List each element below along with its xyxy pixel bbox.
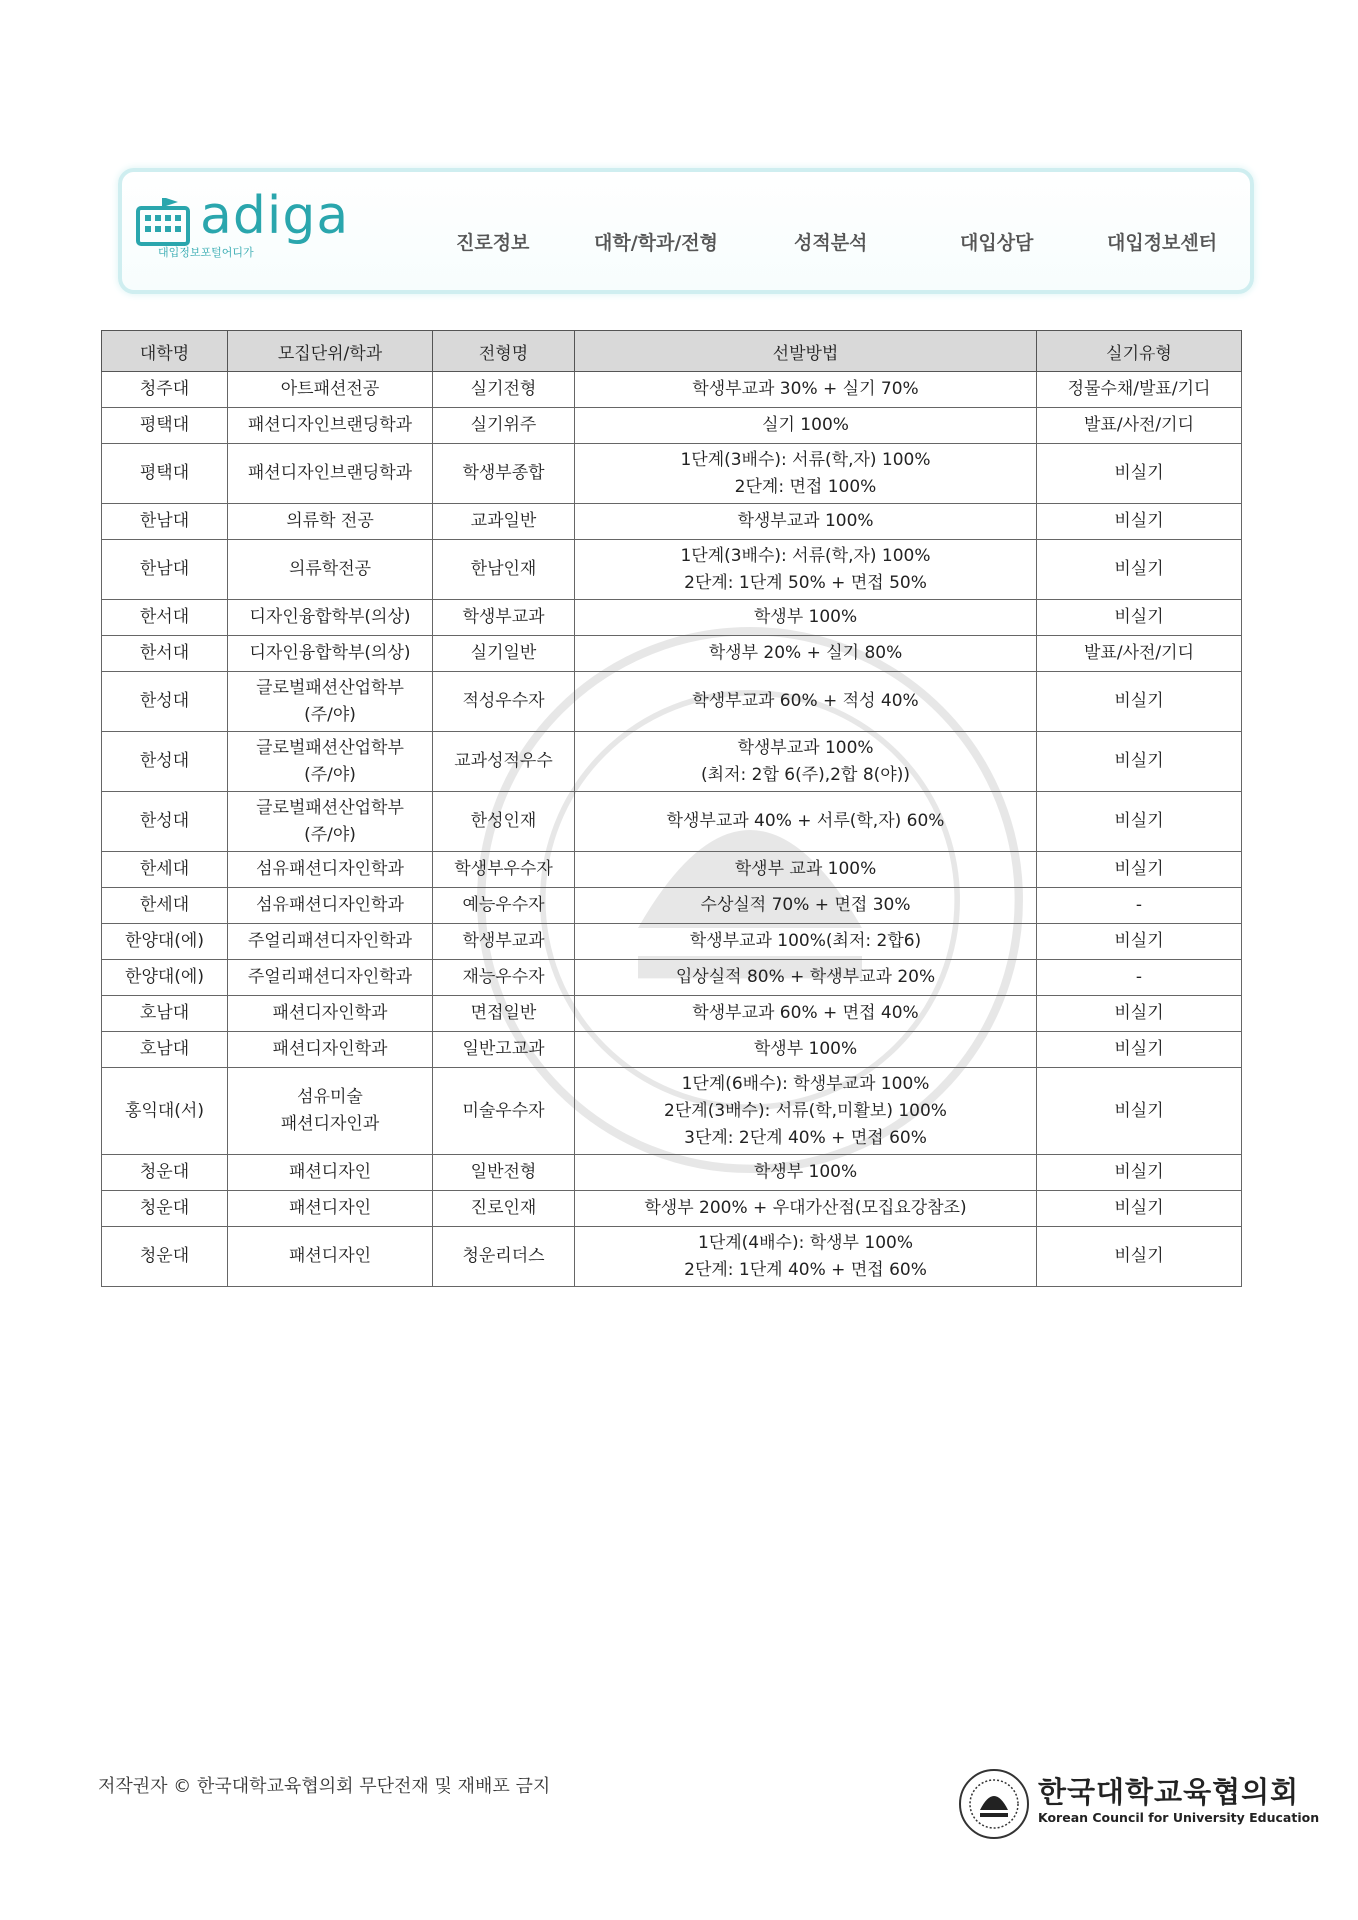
- cell-selection-method: 학생부교과 60% + 면접 40%: [575, 996, 1037, 1032]
- cell-selection-method: 학생부교과 100%: [575, 504, 1037, 540]
- cell-admission-type: 재능우수자: [433, 960, 575, 996]
- cell-selection-method: 1단계(3배수): 서류(학,자) 100% 2단계: 1단계 50% + 면접 50%: [575, 540, 1037, 600]
- cell-admission-type: 실기전형: [433, 372, 575, 408]
- nav-admission-counsel[interactable]: 대입상담: [960, 232, 1034, 254]
- cell-practical-type: 비실기: [1037, 1227, 1242, 1287]
- table-row: [102, 732, 1242, 792]
- cell-department: 패션디자인: [228, 1191, 433, 1227]
- cell-department: 아트패션전공: [228, 372, 433, 408]
- cell-practical-type: 정물수채/발표/기디: [1037, 372, 1242, 408]
- cell-department: 주얼리패션디자인학과: [228, 960, 433, 996]
- cell-selection-method: 학생부교과 100%(최저: 2합6): [575, 924, 1037, 960]
- table-header-row: [102, 331, 1242, 372]
- cell-practical-type: 발표/사전/기디: [1037, 408, 1242, 444]
- cell-university: 한성대: [102, 792, 228, 852]
- cell-department: 섬유패션디자인학과: [228, 888, 433, 924]
- table-row: [102, 852, 1242, 888]
- cell-selection-method: 학생부교과 100% (최저: 2합 6(주),2합 8(야)): [575, 732, 1037, 792]
- cell-selection-method: 학생부교과 60% + 적성 40%: [575, 672, 1037, 732]
- cell-university: 한남대: [102, 540, 228, 600]
- table-row: [102, 792, 1242, 852]
- cell-university: 평택대: [102, 444, 228, 504]
- cell-selection-method: 학생부 100%: [575, 1032, 1037, 1068]
- cell-university: 한서대: [102, 600, 228, 636]
- cell-admission-type: 교과성적우수: [433, 732, 575, 792]
- cell-selection-method: 실기 100%: [575, 408, 1037, 444]
- cell-practical-type: 비실기: [1037, 1155, 1242, 1191]
- cell-admission-type: 학생부종합: [433, 444, 575, 504]
- table-row: [102, 672, 1242, 732]
- cell-selection-method: 수상실적 70% + 면접 30%: [575, 888, 1037, 924]
- cell-department: 패션디자인학과: [228, 996, 433, 1032]
- cell-practical-type: 비실기: [1037, 540, 1242, 600]
- table-row: [102, 924, 1242, 960]
- table-row: [102, 960, 1242, 996]
- cell-department: 패션디자인브랜딩학과: [228, 444, 433, 504]
- cell-university: 한세대: [102, 852, 228, 888]
- cell-admission-type: 한성인재: [433, 792, 575, 852]
- cell-university: 청주대: [102, 372, 228, 408]
- cell-practical-type: 비실기: [1037, 1191, 1242, 1227]
- cell-university: 한남대: [102, 504, 228, 540]
- header-department: 모집단위/학과: [228, 331, 433, 372]
- table-row: [102, 1191, 1242, 1227]
- cell-department: 글로벌패션산업학부 (주/야): [228, 732, 433, 792]
- cell-university: 홍익대(서): [102, 1068, 228, 1155]
- cell-admission-type: 미술우수자: [433, 1068, 575, 1155]
- admission-table: [101, 330, 1242, 1287]
- cell-department: 패션디자인학과: [228, 1032, 433, 1068]
- cell-university: 호남대: [102, 1032, 228, 1068]
- cell-department: 섬유패션디자인학과: [228, 852, 433, 888]
- nav-grade-analysis[interactable]: 성적분석: [794, 232, 868, 254]
- cell-admission-type: 실기위주: [433, 408, 575, 444]
- cell-selection-method: 입상실적 80% + 학생부교과 20%: [575, 960, 1037, 996]
- cell-admission-type: 면접일반: [433, 996, 575, 1032]
- cell-practical-type: 비실기: [1037, 996, 1242, 1032]
- cell-university: 한성대: [102, 732, 228, 792]
- cell-admission-type: 학생부우수자: [433, 852, 575, 888]
- cell-admission-type: 일반전형: [433, 1155, 575, 1191]
- copyright-notice: 저작권자 © 한국대학교육협의회 무단전재 및 재배포 금지: [98, 1776, 551, 1797]
- cell-selection-method: 학생부 20% + 실기 80%: [575, 636, 1037, 672]
- cell-department: 디자인융합학부(의상): [228, 600, 433, 636]
- cell-department: 글로벌패션산업학부 (주/야): [228, 672, 433, 732]
- cell-admission-type: 학생부교과: [433, 600, 575, 636]
- table-row: [102, 1155, 1242, 1191]
- cell-university: 한성대: [102, 672, 228, 732]
- cell-department: 섬유미술 패션디자인과: [228, 1068, 433, 1155]
- cell-department: 디자인융합학부(의상): [228, 636, 433, 672]
- cell-university: 청운대: [102, 1227, 228, 1287]
- cell-selection-method: 학생부 교과 100%: [575, 852, 1037, 888]
- cell-department: 패션디자인: [228, 1155, 433, 1191]
- cell-department: 패션디자인: [228, 1227, 433, 1287]
- table-row: [102, 372, 1242, 408]
- table-row: [102, 1068, 1242, 1155]
- cell-selection-method: 1단계(3배수): 서류(학,자) 100% 2단계: 면접 100%: [575, 444, 1037, 504]
- cell-department: 글로벌패션산업학부 (주/야): [228, 792, 433, 852]
- org-name-english: Korean Council for University Education: [1038, 1810, 1320, 1825]
- table-row: [102, 600, 1242, 636]
- cell-university: 한세대: [102, 888, 228, 924]
- header-admission-type: 전형명: [433, 331, 575, 372]
- table-row: [102, 444, 1242, 504]
- cell-admission-type: 진로인재: [433, 1191, 575, 1227]
- cell-selection-method: 학생부 100%: [575, 600, 1037, 636]
- cell-practical-type: 비실기: [1037, 1032, 1242, 1068]
- cell-university: 한양대(에): [102, 960, 228, 996]
- cell-selection-method: 1단계(4배수): 학생부 100% 2단계: 1단계 40% + 면접 60%: [575, 1227, 1037, 1287]
- cell-practical-type: 비실기: [1037, 1068, 1242, 1155]
- logo-wordmark: adiga: [200, 186, 350, 246]
- cell-practical-type: 비실기: [1037, 600, 1242, 636]
- cell-admission-type: 청운리더스: [433, 1227, 575, 1287]
- nav-admission-center[interactable]: 대입정보센터: [1107, 232, 1218, 254]
- cell-selection-method: 학생부 200% + 우대가산점(모집요강참조): [575, 1191, 1037, 1227]
- cell-practical-type: -: [1037, 888, 1242, 924]
- cell-admission-type: 실기일반: [433, 636, 575, 672]
- cell-selection-method: 학생부 100%: [575, 1155, 1037, 1191]
- cell-department: 의류학전공: [228, 540, 433, 600]
- logo-tagline: 대입정보포털어디가: [158, 246, 254, 259]
- cell-practical-type: 비실기: [1037, 444, 1242, 504]
- table-row: [102, 540, 1242, 600]
- table-row: [102, 996, 1242, 1032]
- header-university: 대학명: [102, 331, 228, 372]
- header-practical-type: 실기유형: [1037, 331, 1242, 372]
- header-selection-method: 선발방법: [575, 331, 1037, 372]
- cell-practical-type: 비실기: [1037, 672, 1242, 732]
- kcue-logo: [958, 1768, 1320, 1844]
- cell-university: 한양대(에): [102, 924, 228, 960]
- cell-university: 한서대: [102, 636, 228, 672]
- cell-admission-type: 예능우수자: [433, 888, 575, 924]
- nav-university-admission[interactable]: 대학/학과/전형: [594, 232, 719, 254]
- cell-university: 청운대: [102, 1191, 228, 1227]
- cell-practical-type: 비실기: [1037, 852, 1242, 888]
- cell-practical-type: 비실기: [1037, 504, 1242, 540]
- cell-selection-method: 1단계(6배수): 학생부교과 100% 2단계(3배수): 서류(학,미활보) 100% 3단계: 2단계 40% + 면접 60%: [575, 1068, 1037, 1155]
- org-name-korean: 한국대학교육협의회: [1038, 1775, 1300, 1809]
- cell-practical-type: 비실기: [1037, 732, 1242, 792]
- table-row: [102, 636, 1242, 672]
- adiga-logo[interactable]: [134, 186, 354, 264]
- cell-admission-type: 적성우수자: [433, 672, 575, 732]
- cell-practical-type: -: [1037, 960, 1242, 996]
- cell-admission-type: 학생부교과: [433, 924, 575, 960]
- cell-university: 청운대: [102, 1155, 228, 1191]
- cell-practical-type: 비실기: [1037, 792, 1242, 852]
- building-icon: [134, 198, 196, 248]
- cell-admission-type: 교과일반: [433, 504, 575, 540]
- table-row: [102, 1032, 1242, 1068]
- cell-department: 의류학 전공: [228, 504, 433, 540]
- cell-practical-type: 비실기: [1037, 924, 1242, 960]
- cell-admission-type: 일반고교과: [433, 1032, 575, 1068]
- cell-admission-type: 한남인재: [433, 540, 575, 600]
- cell-university: 호남대: [102, 996, 228, 1032]
- nav-career-info[interactable]: 진로정보: [456, 232, 530, 254]
- kcue-seal-icon: [958, 1768, 1030, 1840]
- table-row: [102, 888, 1242, 924]
- cell-university: 평택대: [102, 408, 228, 444]
- table-row: [102, 1227, 1242, 1287]
- cell-department: 주얼리패션디자인학과: [228, 924, 433, 960]
- table-row: [102, 504, 1242, 540]
- table-row: [102, 408, 1242, 444]
- cell-practical-type: 발표/사전/기디: [1037, 636, 1242, 672]
- cell-selection-method: 학생부교과 40% + 서루(학,자) 60%: [575, 792, 1037, 852]
- cell-department: 패션디자인브랜딩학과: [228, 408, 433, 444]
- header-banner: [118, 168, 1254, 294]
- cell-selection-method: 학생부교과 30% + 실기 70%: [575, 372, 1037, 408]
